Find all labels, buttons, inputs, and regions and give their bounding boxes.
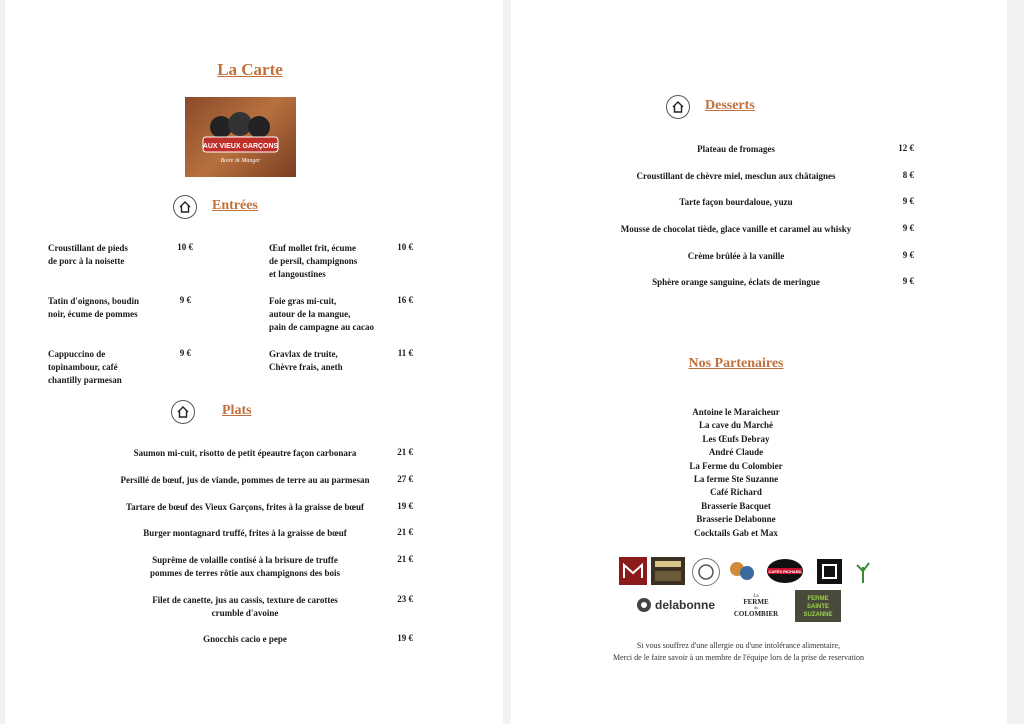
partners-list (611, 406, 861, 540)
dessert-price: 9 € (902, 223, 914, 233)
partner-logo-square (817, 559, 842, 584)
partner-logo-andre-claude (651, 557, 685, 585)
plat-item: Filet de canette, jus au cassis, texture de carottes crumble d'avoine (152, 595, 338, 618)
dessert-price: 8 € (902, 170, 914, 180)
dessert-item: Mousse de chocolat tiède, glace vanille et caramel au whisky (620, 224, 852, 234)
entree-price: 9 € (179, 295, 191, 305)
partner-item: Les Œufs Debray (702, 433, 770, 444)
plat-price: 21 € (397, 554, 413, 564)
partner-item: Brasserie Bacquet (701, 500, 771, 511)
restaurant-logo (185, 97, 296, 177)
svg-text:FERME: FERME (807, 596, 829, 602)
entree-item: Œuf mollet frit, écume de persil, champignons et langoustines (269, 243, 358, 279)
plat-price: 19 € (397, 633, 413, 643)
dessert-item: Croustillant de chèvre miel, mesclun aux châtaignes (636, 171, 836, 181)
plat-item: Persillé de bœuf, jus de viande, pommes de terre au au parmesan (120, 475, 370, 485)
plats-heading: Plats (222, 403, 252, 418)
dessert-item: Sphère orange sanguine, éclats de meringue (652, 277, 820, 287)
plat-item: Gnocchis cacio e pepe (203, 634, 287, 644)
svg-text:du: du (754, 605, 758, 610)
house-emblem-icon (666, 95, 690, 119)
entree-item: Gravlax de truite, Chèvre frais, aneth (269, 349, 343, 372)
partner-logo-plant (851, 557, 875, 585)
svg-text:COLOMBIER: COLOMBIER (733, 610, 779, 618)
dessert-price: 12 € (898, 143, 914, 153)
entree-price: 11 € (397, 348, 413, 358)
partner-item: La Ferme du Colombier (689, 460, 783, 471)
dessert-item: Plateau de fromages (697, 144, 775, 154)
partner-item: Cocktails Gab et Max (694, 527, 778, 538)
svg-text:CAFÉS RICHARD: CAFÉS RICHARD (768, 569, 802, 574)
house-emblem-icon (173, 195, 197, 219)
dessert-price: 9 € (902, 196, 914, 206)
plat-item: Suprême de volaille contisé à la brisure de truffe pommes de terres rôtie aux champignons des bois (149, 555, 341, 578)
partner-logo-round-badge (692, 558, 720, 586)
partner-logo-illustration (727, 557, 757, 585)
partner-logo-ferme-suzanne (795, 590, 841, 622)
svg-text:SUZANNE: SUZANNE (803, 612, 833, 618)
dessert-item: Crème brûlée à la vanille (687, 251, 785, 261)
entree-price: 10 € (397, 242, 413, 252)
entree-price: 16 € (397, 295, 413, 305)
page-title: La Carte (217, 60, 283, 79)
plat-price: 19 € (397, 501, 413, 511)
partner-item: Brasserie Delabonne (696, 514, 776, 525)
svg-text:La: La (753, 594, 759, 599)
partner-logo-ferme-colombier (726, 590, 786, 618)
partner-item: André Claude (708, 447, 764, 458)
entree-item: Cappuccino de topinambour, café chantilly parmesan (48, 349, 122, 385)
restaurant-logo-text: AUX VIEUX GARÇONS (202, 143, 279, 150)
allergy-note: Si vous souffrez d'une allergie ou d'une intolérance alimentaire, Merci de le faire savoir à un membre de l'équipe lors de la prise de reservation (613, 641, 864, 662)
plat-item: Tartare de bœuf des Vieux Garçons, frites à la graisse de bœuf (126, 502, 364, 512)
desserts-heading: Desserts (705, 98, 755, 113)
dessert-item: Tarte façon bourdaloue, yuzu (679, 197, 793, 207)
entree-price: 10 € (177, 242, 193, 252)
partner-logo-delabonne: delabonne (636, 596, 716, 614)
svg-text:FERME: FERME (743, 598, 769, 606)
menu-page-left (5, 0, 503, 724)
partner-item: Antoine le Maraicheur (692, 407, 780, 417)
menu-page-right (511, 0, 1007, 724)
entree-item: Tatin d'oignons, boudin noir, écume de pommes (48, 296, 139, 319)
partner-logo-red (619, 557, 647, 585)
plat-price: 23 € (397, 594, 413, 604)
partner-logo-cafes-richard (766, 558, 804, 584)
plat-item: Saumon mi-cuit, risotto de petit épeautre façon carbonara (133, 448, 357, 458)
entree-item: Croustillant de pieds de porc à la noisette (48, 243, 128, 266)
partner-item: La cave du Marché (698, 420, 774, 431)
restaurant-logo-tagline: Boire & Manger (220, 158, 261, 164)
entree-item: Foie gras mi-cuit, autour de la mangue, pain de campagne au cacao (269, 296, 375, 332)
partner-item: La ferme Ste Suzanne (693, 474, 779, 485)
partners-heading: Nos Partenaires (688, 356, 784, 371)
plat-item: Burger montagnard truffé, frites à la graisse de bœuf (143, 528, 347, 538)
entrees-heading: Entrées (212, 198, 258, 213)
partner-item: Café Richard (710, 487, 762, 498)
entree-price: 9 € (179, 348, 191, 358)
dessert-price: 9 € (902, 276, 914, 286)
dessert-price: 9 € (902, 250, 914, 260)
plat-price: 27 € (397, 474, 413, 484)
house-emblem-icon (171, 400, 195, 424)
plat-price: 21 € (397, 527, 413, 537)
plat-price: 21 € (397, 447, 413, 457)
svg-text:SAINTE: SAINTE (806, 604, 830, 610)
